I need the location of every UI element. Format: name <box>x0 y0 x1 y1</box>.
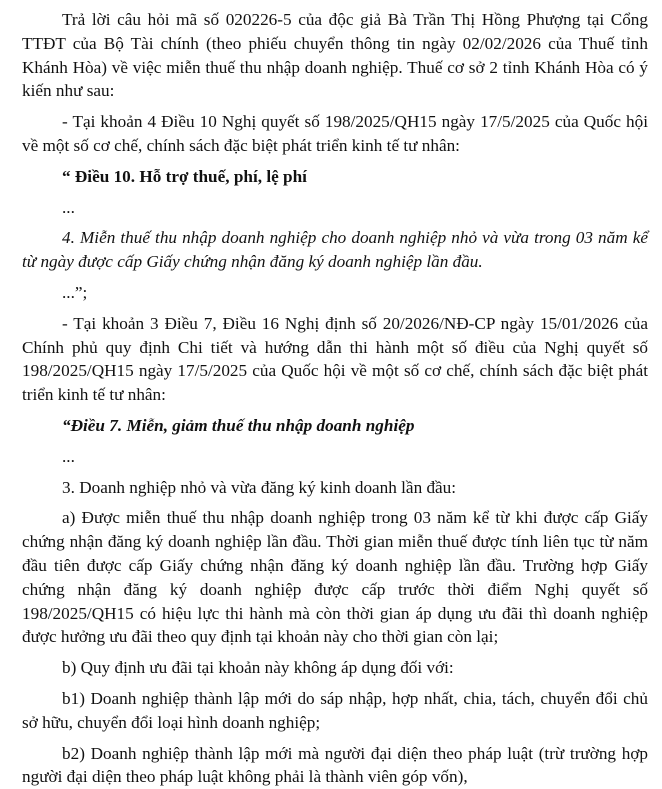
citation-resolution-paragraph: - Tại khoản 4 Điều 10 Nghị quyết số 198/2025/QH15 ngày 17/5/2025 của Quốc hội về một số cơ chế, chính sách đặc biệt phát triển kinh tế tư nhân: <box>22 112 648 155</box>
point-b-text: b) Quy định ưu đãi tại khoản này không áp dụng đối với: <box>62 658 454 678</box>
article-7-heading: “Điều 7. Miễn, giảm thuế thu nhập doanh nghiệp <box>62 415 415 435</box>
article-10-heading: “ Điều 10. Hỗ trợ thuế, phí, lệ phí <box>62 166 307 186</box>
intro-paragraph: Trả lời câu hỏi mã số 020226-5 của độc giả Bà Trần Thị Hồng Phượng tại Cổng TTĐT của Bộ Tài chính (theo phiếu chuyển thông tin ngày 02/02/2026 của Thuế tỉnh Khánh Hòa) về việc miễn thuế thu nhập doanh nghiệp. Thuế cơ sở 2 tỉnh Khánh Hòa có ý kiến như sau: <box>22 10 648 101</box>
ellipsis: ... <box>62 446 75 466</box>
point-b1-text: b1) Doanh nghiệp thành lập mới do sáp nhập, hợp nhất, chia, tách, chuyển đổi chủ sở hữu, chuyển đổi loại hình doanh nghiệp; <box>22 688 648 732</box>
citation-decree-paragraph: - Tại khoản 3 Điều 7, Điều 16 Nghị định số 20/2026/NĐ-CP ngày 15/01/2026 của Chính phủ quy định Chi tiết và hướng dẫn thi hành một số điều của Nghị quyết số 198/2025/QH15 ngày 17/5/2025 của Quốc hội về một số cơ chế, chính sách đặc biệt phát triển kinh tế tư nhân: <box>22 313 648 405</box>
clause-3-heading: 3. Doanh nghiệp nhỏ và vừa đăng ký kinh doanh lần đầu: <box>62 477 457 497</box>
clause-4-text: 4. Miễn thuế thu nhập doanh nghiệp cho doanh nghiệp nhỏ và vừa trong 03 năm kể từ ngày được cấp Giấy chứng nhận đăng ký doanh nghiệp lần đầu. <box>22 228 648 272</box>
ellipsis: ... <box>62 197 75 217</box>
point-a-text: a) Được miễn thuế thu nhập doanh nghiệp trong 03 năm kể từ khi được cấp Giấy chứng nhận đăng ký doanh nghiệp lần đầu. Thời gian miễn thuế được tính liên tục từ năm đầu tiên được cấp Giấy chứng nhận đăng ký doanh nghiệp lần đầu. Trường hợp Giấy chứng nhận đăng ký doanh nghiệp được cấp trước thời điểm Nghị quyết số 198/2025/QH15 có hiệu lực thi hành mà còn thời gian áp dụng ưu đãi thì doanh nghiệp được hưởng ưu đãi theo quy định tại khoản này cho thời gian còn lại; <box>22 508 648 647</box>
point-b2-text: b2) Doanh nghiệp thành lập mới mà người đại diện theo pháp luật (trừ trường hợp người đại diện theo pháp luật không phải là thành viên góp vốn), <box>22 743 648 787</box>
quote-end: ...”; <box>62 282 88 302</box>
